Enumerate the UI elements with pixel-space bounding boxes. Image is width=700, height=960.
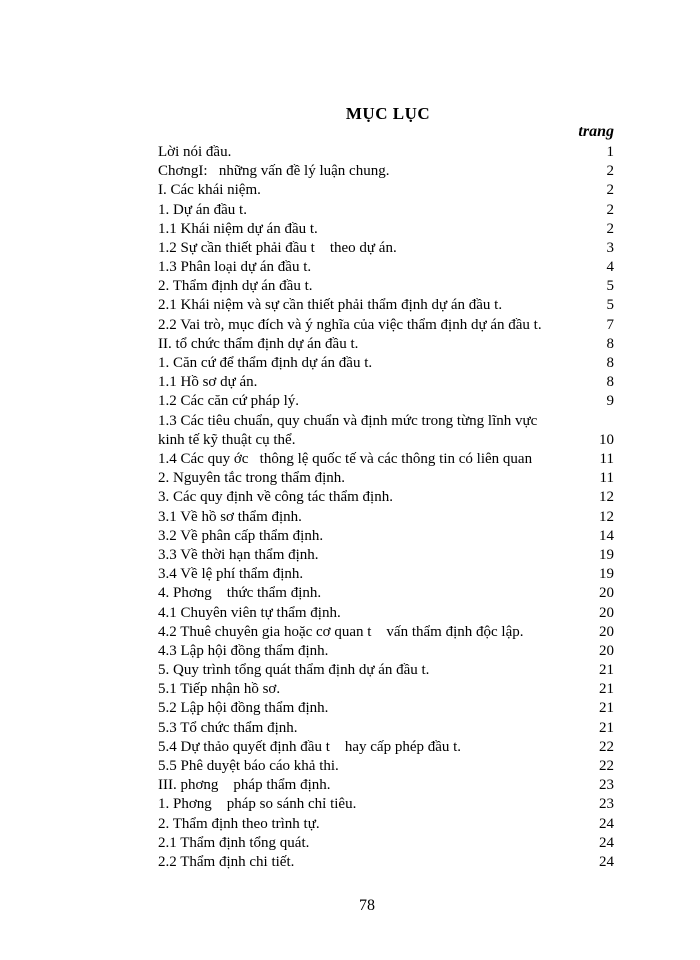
toc-entry: [158, 680, 614, 699]
document-title: MỤC LỤC: [345, 104, 431, 123]
toc-entry-page-number: 14: [599, 527, 614, 544]
toc-entry-title: 2.1 Thẩm định tổng quát.: [158, 834, 310, 851]
toc-entry-title: 2. Thẩm định theo trình tự.: [158, 815, 320, 832]
toc-entry-page-number: 9: [606, 393, 614, 410]
toc-entry-title: 3.4 Về lệ phí thẩm định.: [158, 566, 304, 583]
toc-entry-title: 4.1 Chuyên viên tự thẩm định.: [158, 604, 341, 621]
toc-entry-title: 1.3 Các tiêu chuẩn, quy chuẩn và định mức trong từng lĩnh vực kinh tế kỹ thuật cụ thể.: [158, 412, 538, 448]
toc-entry: [158, 699, 614, 718]
toc-entry-title: Lời nói đầu.: [158, 143, 232, 160]
toc-entry-title: 5.4 Dự thảo quyết định đầu t hay cấp phép đầu t.: [158, 738, 462, 755]
toc-entry: [158, 853, 614, 872]
toc-entry-title: 4. Phơng thức thẩm định.: [158, 585, 322, 602]
toc-entry: [158, 239, 614, 258]
toc-entry: [158, 508, 614, 527]
toc-entry-page-number: 2: [606, 182, 614, 199]
toc-entry-title: II. tổ chức thẩm định dự án đầu t.: [158, 335, 359, 352]
toc-entry-title: 1.1 Khái niệm dự án đầu t.: [158, 220, 318, 237]
toc-entry-title: 5.5 Phê duyệt báo cáo khả thi.: [158, 758, 339, 774]
toc-entry-title: 5. Quy trình tổng quát thẩm định dự án đầu t.: [158, 662, 430, 679]
toc-entry-page-number: 3: [606, 239, 614, 256]
toc-entry: [158, 162, 614, 181]
toc-entry-title: 1. Phơng pháp so sánh chỉ tiêu.: [158, 796, 357, 813]
toc-entry-page-number: 24: [599, 834, 614, 851]
toc-entry-title: 5.2 Lập hội đồng thẩm định.: [158, 700, 329, 717]
toc-entry-title: 1. Căn cứ để thẩm định dự án đầu t.: [158, 355, 373, 372]
toc-entry: [158, 757, 614, 776]
toc-entry: [158, 258, 614, 277]
table-of-contents: [158, 143, 614, 872]
toc-entry-title: 1.2 Các căn cứ pháp lý.: [158, 393, 299, 410]
toc-entry: [158, 795, 614, 814]
toc-entry: [158, 661, 614, 680]
toc-entry: [158, 738, 614, 757]
toc-entry-page-number: 4: [606, 259, 614, 276]
toc-entry-page-number: 1: [606, 143, 614, 160]
toc-entry: [158, 412, 614, 450]
toc-entry: [158, 623, 614, 642]
toc-entry: [158, 297, 614, 316]
toc-entry-page-number: 20: [599, 585, 614, 602]
toc-entry-page-number: 12: [599, 489, 614, 506]
toc-entry-page-number: 20: [599, 604, 614, 621]
toc-entry-title: 1. Dự án đầu t.: [158, 201, 247, 218]
toc-entry-title: 3. Các quy định về công tác thẩm định.: [158, 489, 393, 506]
toc-entry: [158, 776, 614, 795]
toc-entry: [158, 392, 614, 411]
toc-entry-title: 2.2 Thẩm định chi tiết.: [158, 853, 295, 870]
toc-entry: [158, 316, 614, 335]
toc-entry-title: ChơngI: những vấn đề lý luận chung.: [158, 163, 390, 180]
toc-entry-title: 1.2 Sự cần thiết phải đầu t theo dự án.: [158, 239, 397, 256]
toc-entry: [158, 143, 614, 162]
toc-entry-title: 4.2 Thuê chuyên gia hoặc cơ quan t vấn thẩm định độc lập.: [158, 623, 524, 640]
toc-entry: [158, 584, 614, 603]
toc-entry-title: I. Các khái niệm.: [158, 182, 261, 199]
toc-entry-page-number: 20: [599, 623, 614, 640]
toc-entry-page-number: 21: [599, 662, 614, 679]
toc-entry: [158, 815, 614, 834]
toc-entry: [158, 354, 614, 373]
toc-entry: [158, 220, 614, 239]
toc-entry-title: 1.3 Phân loại dự án đầu t.: [158, 259, 312, 276]
toc-entry-title: III. phơng pháp thẩm định.: [158, 777, 331, 794]
toc-entry-page-number: 2: [606, 163, 614, 180]
toc-entry-page-number: 5: [606, 297, 614, 314]
toc-entry-page-number: 21: [599, 700, 614, 717]
toc-entry-page-number: 12: [599, 508, 614, 525]
toc-entry: [158, 335, 614, 354]
toc-entry: [158, 488, 614, 507]
toc-entry-page-number: 20: [599, 642, 614, 659]
toc-entry-title: 1.4 Các quy ớc thông lệ quốc tế và các thông tin có liên quan: [158, 451, 533, 467]
toc-entry: [158, 181, 614, 200]
toc-entry: [158, 201, 614, 220]
toc-entry-page-number: 2: [606, 201, 614, 218]
toc-entry-page-number: 21: [599, 719, 614, 736]
toc-entry: [158, 719, 614, 738]
toc-entry-page-number: 8: [606, 374, 614, 391]
toc-entry-page-number: 22: [599, 738, 614, 755]
toc-entry-page-number: 23: [599, 777, 614, 794]
toc-entry: [158, 277, 614, 296]
footer-page-number: 78: [359, 897, 375, 914]
toc-entry-title: 5.1 Tiếp nhận hồ sơ.: [158, 681, 281, 698]
toc-entry-page-number: 5: [606, 278, 614, 295]
toc-entry-page-number: 23: [599, 796, 614, 813]
toc-entry-page-number: 19: [599, 566, 614, 583]
toc-entry-page-number: 22: [599, 758, 614, 774]
toc-entry: [158, 604, 614, 623]
toc-entry-page-number: 8: [606, 355, 614, 372]
toc-entry-title: 2. Thẩm định dự án đầu t.: [158, 278, 313, 295]
toc-entry: [158, 642, 614, 661]
toc-entry-page-number: 11: [599, 451, 614, 467]
toc-entry-page-number: 2: [606, 220, 614, 237]
toc-entry-page-number: 21: [599, 681, 614, 698]
toc-entry-title: 2.1 Khái niệm và sự cần thiết phải thẩm định dự án đầu t.: [158, 297, 503, 314]
toc-entry: [158, 834, 614, 853]
toc-entry-title: 5.3 Tổ chức thẩm định.: [158, 719, 298, 736]
toc-entry: [158, 565, 614, 584]
toc-entry: [158, 546, 614, 565]
toc-entry-title: 2. Nguyên tắc trong thẩm định.: [158, 470, 346, 487]
toc-entry: [158, 450, 614, 469]
toc-entry-page-number: 7: [606, 316, 614, 333]
toc-entry-page-number: 11: [599, 470, 614, 487]
toc-entry-page-number: 24: [599, 853, 614, 870]
toc-entry: [158, 527, 614, 546]
toc-entry-title: 3.2 Về phân cấp thẩm định.: [158, 527, 324, 544]
toc-entry: [158, 373, 614, 392]
toc-entry-title: 1.1 Hồ sơ dự án.: [158, 374, 258, 391]
toc-entry-title: 3.3 Về thời hạn thẩm định.: [158, 546, 319, 563]
toc-entry-page-number: 24: [599, 815, 614, 832]
toc-entry-page-number: 8: [606, 335, 614, 352]
toc-entry: [158, 469, 614, 488]
toc-entry-page-number: 19: [599, 546, 614, 563]
toc-entry-title: 3.1 Về hồ sơ thẩm định.: [158, 508, 302, 525]
toc-entry-page-number: 10: [599, 431, 614, 448]
page-column-label: trang: [578, 123, 614, 140]
toc-entry-title: 2.2 Vai trò, mục đích và ý nghĩa của việc thẩm định dự án đầu t.: [158, 316, 542, 333]
toc-entry-title: 4.3 Lập hội đồng thẩm định.: [158, 642, 329, 659]
